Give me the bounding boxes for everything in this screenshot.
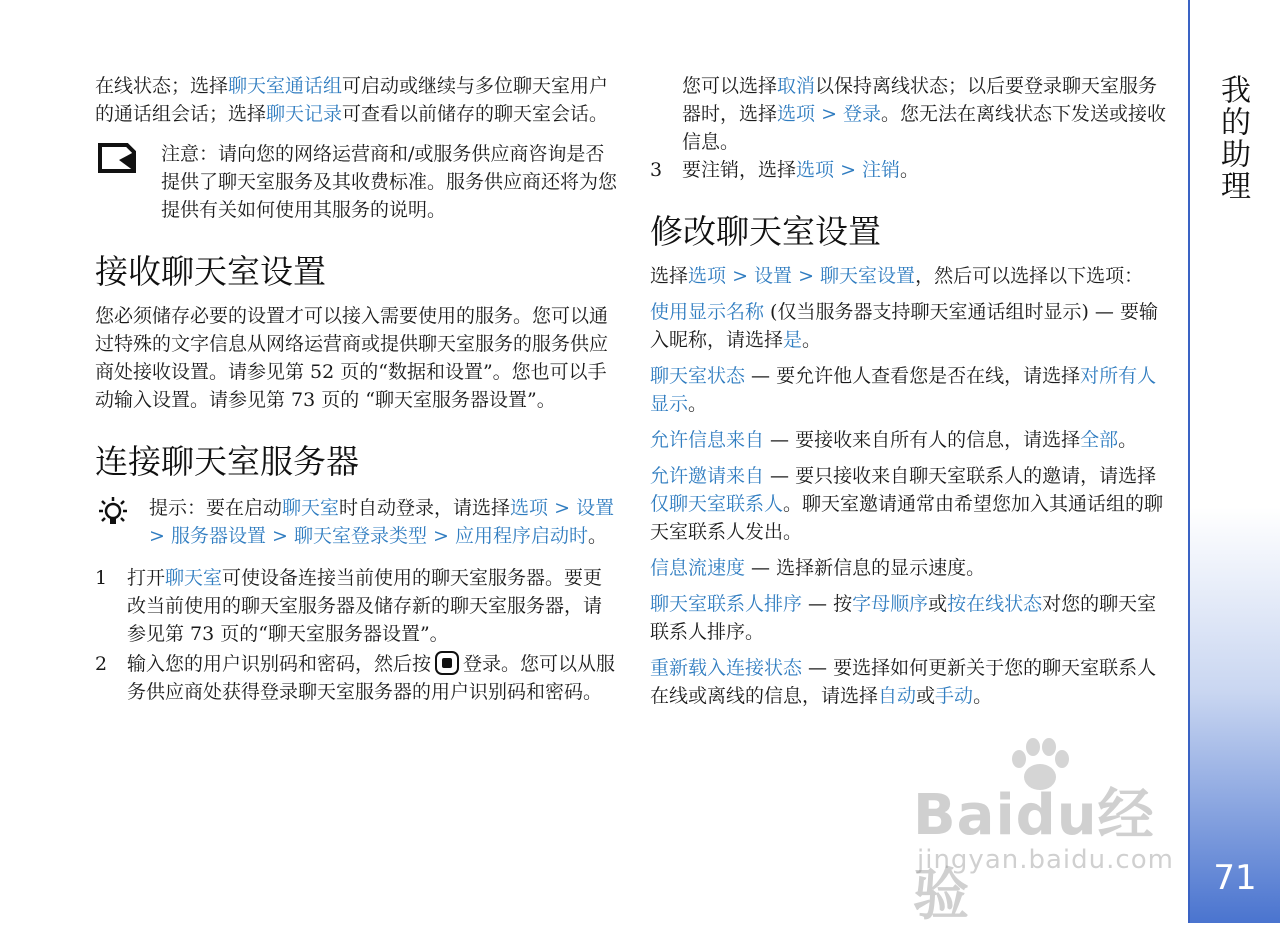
text-run: 打开 [127, 567, 166, 589]
step-number: 1 [95, 567, 108, 589]
right-column [650, 72, 1170, 710]
heading-connect-server: 连接聊天室服务器 [95, 442, 359, 481]
text-run: 要注销，选择 [682, 159, 797, 181]
step-1 [95, 564, 620, 648]
text-run: 以保持离线状态；以后要登录聊天室服务器时，选择 [682, 75, 1158, 125]
text-run: — 按 [802, 593, 853, 615]
separator: > [815, 103, 844, 125]
text-run: 。 [1118, 429, 1138, 451]
text-run: 。您无法在离线状态下发送或接收信息。 [682, 103, 1167, 153]
text-run: 。 [588, 525, 608, 547]
link-chat-settings[interactable]: 聊天室设置 [820, 265, 916, 287]
step-3-text [682, 156, 1170, 184]
separator: > [834, 159, 863, 181]
link-chat[interactable]: 聊天室 [165, 567, 223, 589]
text-run: 。聊天室邀请通常由希望您加入其通话组的聊天室联系人发出。 [650, 493, 1164, 543]
text-run: — 要接收来自所有人的信息，请选择 [764, 429, 1081, 451]
link-chat[interactable]: 聊天室 [282, 497, 340, 519]
text-run: 选择 [650, 265, 689, 287]
tip-text [149, 494, 620, 550]
link-cancel[interactable]: 取消 [777, 75, 816, 97]
link-option-value[interactable]: 对所有人显示 [650, 365, 1157, 415]
link-option-value[interactable]: 手动 [935, 685, 974, 707]
text-run: — 要只接收来自聊天室联系人的邀请，请选择 [764, 465, 1157, 487]
watermark-logo-text: Baidu经验 [913, 783, 1155, 928]
step-2 [95, 650, 620, 706]
text-run: — 选择新信息的显示速度。 [745, 557, 986, 579]
step-3 [650, 156, 1170, 184]
text-run: 可使设备连接当前使用的聊天室服务器。要更改当前使用的聊天室服务器及储存新的聊天室服务器，请参见第 73 页的“聊天室服务器设置”。 [127, 567, 603, 645]
separator: > [149, 525, 171, 547]
modify-settings-intro [650, 262, 1170, 290]
text-run: 。 [900, 159, 920, 181]
text-run: 对您的聊天室联系人排序。 [650, 593, 1157, 643]
link-setting-name[interactable]: 聊天室联系人排序 [650, 593, 803, 615]
text-run: 。 [802, 329, 822, 351]
link-options[interactable]: 选项 [510, 497, 549, 519]
link-options[interactable]: 选项 [796, 159, 835, 181]
setting-item-allow-messages [650, 426, 1170, 454]
setting-item-message-speed [650, 554, 1170, 582]
text-run: — 要允许他人查看您是否在线，请选择 [745, 365, 1081, 387]
page-number: 71 [1213, 858, 1257, 898]
text-run: 在线状态；选择 [95, 75, 229, 97]
setting-item-allow-invites [650, 462, 1170, 546]
note-block [95, 140, 620, 224]
note-icon [97, 142, 137, 174]
intro-paragraph [95, 72, 620, 128]
text-run: 您可以选择 [682, 75, 778, 97]
separator: > [726, 265, 755, 287]
link-option-value[interactable]: 全部 [1080, 429, 1119, 451]
separator: > [265, 525, 294, 547]
step-2-continued [650, 72, 1170, 156]
link-settings[interactable]: 设置 [576, 497, 615, 519]
text-run: 。 [973, 685, 993, 707]
text-run: 时自动登录，请选择 [339, 497, 511, 519]
scroll-key-icon [435, 651, 459, 675]
watermark-url: jingyan.baidu.com [917, 845, 1174, 875]
link-setting-name[interactable]: 聊天室状态 [650, 365, 746, 387]
text-run: 提示：要在启动 [149, 497, 283, 519]
separator: > [427, 525, 455, 547]
text-run: 可启动或继续与多位聊天室用户的通话组会话；选择 [95, 75, 609, 125]
link-setting-name[interactable]: 允许邀请来自 [650, 465, 765, 487]
step-2-text [127, 650, 620, 706]
receive-settings-body: 您必须储存必要的设置才可以接入需要使用的服务。您可以通过特殊的文字信息从网络运营商或提供聊天室服务的服务供应商处接收设置。请参见第 52 页的“数据和设置”。您也可以手动输入设置。请参见第 73 页的 “聊天室服务器设置”。 [95, 305, 609, 411]
text-run: 可查看以前储存的聊天室会话。 [342, 103, 609, 125]
step-1-text [127, 564, 620, 648]
link-option-value[interactable]: 按在线状态 [947, 593, 1043, 615]
link-options[interactable]: 选项 [777, 103, 816, 125]
chapter-title: 我的助理 [1215, 74, 1250, 202]
heading-receive-settings: 接收聊天室设置 [95, 252, 326, 291]
link-option-value[interactable]: 是 [783, 329, 803, 351]
link-setting-name[interactable]: 信息流速度 [650, 557, 746, 579]
link-setting-name[interactable]: 重新载入连接状态 [650, 657, 803, 679]
link-server-settings[interactable]: 服务器设置 [170, 525, 266, 547]
text-run: ，然后可以选择以下选项： [915, 265, 1144, 287]
link-option-value[interactable]: 仅聊天室联系人 [650, 493, 784, 515]
setting-item-display-name [650, 298, 1170, 354]
link-chat-history[interactable]: 聊天记录 [266, 103, 343, 125]
text-run: 或 [928, 593, 948, 615]
left-column [95, 72, 620, 706]
heading-modify-settings: 修改聊天室设置 [650, 212, 881, 251]
text-run: — 要选择如何更新关于您的聊天室联系人在线或离线的信息，请选择 [650, 657, 1157, 707]
lightbulb-icon [95, 496, 131, 530]
setting-item-chat-status [650, 362, 1170, 418]
link-chat-group[interactable]: 聊天室通话组 [228, 75, 343, 97]
step-number: 3 [650, 159, 663, 181]
setting-item-contact-sort [650, 590, 1170, 646]
link-login[interactable]: 登录 [843, 103, 882, 125]
setting-item-reload-status [650, 654, 1170, 710]
separator: > [548, 497, 577, 519]
separator: > [792, 265, 821, 287]
link-settings[interactable]: 设置 [754, 265, 793, 287]
baidu-watermark [905, 735, 1205, 928]
text-run: 输入您的用户识别码和密码，然后按 [127, 653, 432, 675]
link-option-value[interactable]: 字母顺序 [852, 593, 929, 615]
link-logout[interactable]: 注销 [862, 159, 901, 181]
link-login-type[interactable]: 聊天室登录类型 [293, 525, 427, 547]
link-on-app-start[interactable]: 应用程序启动时 [455, 525, 589, 547]
link-setting-name[interactable]: 允许信息来自 [650, 429, 765, 451]
text-run: (仅当服务器支持聊天室通话组时显示) — 要输入昵称，请选择 [650, 301, 1158, 351]
step-2-continued-text [682, 72, 1170, 156]
link-option-value[interactable]: 自动 [878, 685, 917, 707]
text-run: 。 [688, 393, 708, 415]
note-text: 注意：请向您的网络运营商和/或服务供应商咨询是否提供了聊天室服务及其收费标准。服务供应商还将为您提供有关如何使用其服务的说明。 [161, 143, 618, 221]
link-options[interactable]: 选项 [688, 265, 727, 287]
link-setting-name[interactable]: 使用显示名称 [650, 301, 765, 323]
step-number: 2 [95, 653, 108, 675]
text-run: 或 [916, 685, 936, 707]
tip-block [95, 494, 620, 550]
text-run: 登录。您可以从服务供应商处获得登录聊天室服务器的用户识别码和密码。 [127, 653, 616, 703]
